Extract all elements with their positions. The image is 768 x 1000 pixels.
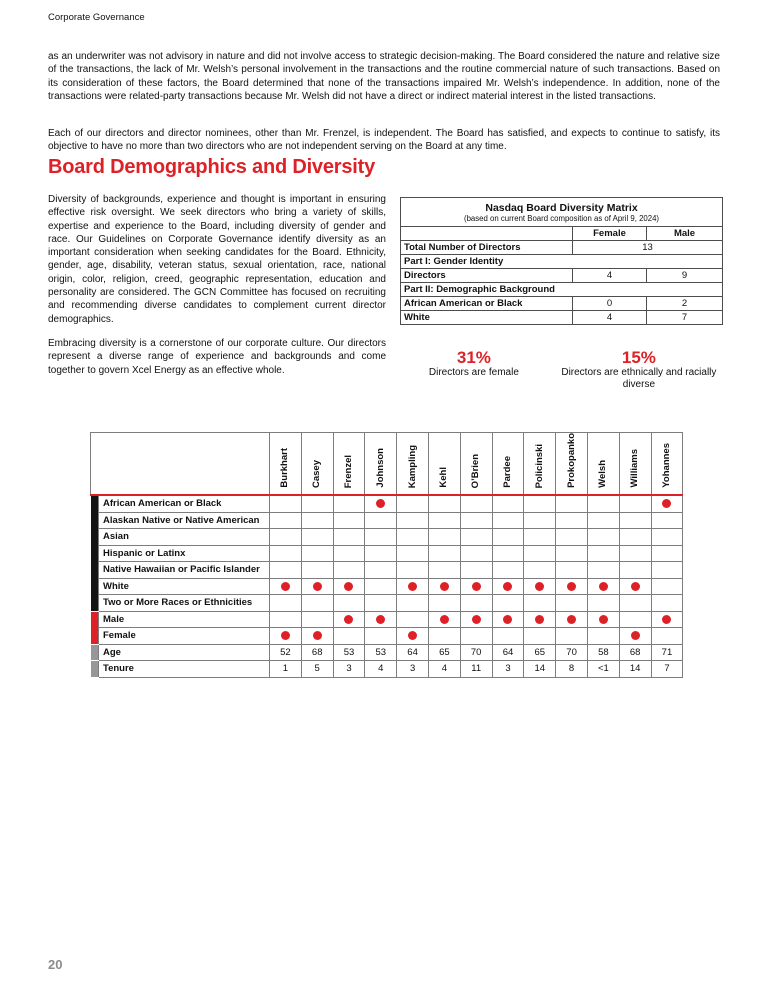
director-name: Yohannes — [660, 443, 672, 488]
matrix-empty-cell — [587, 529, 619, 546]
matrix-empty-cell — [651, 595, 683, 612]
matrix-empty-cell — [524, 595, 556, 612]
diversity-dot-icon — [662, 499, 671, 508]
matrix-empty-cell — [524, 562, 556, 579]
matrix-dot-cell — [333, 578, 365, 595]
paragraph-independence: Each of our directors and director nominees, other than Mr. Frenzel, is independent. The Board has satisfied, and expects to continue to satisfy, its objective to have no more than two directors who are not independent serving on the Board at any time. — [48, 128, 720, 153]
matrix-row-label: Two or More Races or Ethnicities — [99, 595, 270, 612]
director-name: Williams — [629, 449, 641, 488]
matrix-empty-cell — [651, 512, 683, 529]
page-number: 20 — [48, 957, 63, 972]
matrix-empty-cell — [365, 595, 397, 612]
paragraph-diversity: Diversity of backgrounds, experience and thought is important in ensuring effective risk oversight. We seek directors who bring a variety of skills, expertise and experience to the Board, including diversity of gender and race. Our Guidelines on Corporate Governance identify diversity as an important consideration when seeking candidates for the Board. Ethnicity, gender, age, disability, veteran status, sexual orientation, race, national origin, color, religion, creed, geographic representation, education and personality are considered. The GCN Committee has focused on recruiting and recommending diverse candidates to complement current director demographics. — [48, 194, 386, 325]
matrix-dot-cell — [365, 611, 397, 628]
matrix-empty-cell — [556, 512, 588, 529]
matrix-row-label: Male — [99, 611, 270, 628]
director-column-header — [587, 433, 619, 496]
matrix-empty-cell — [460, 562, 492, 579]
director-name: Kampling — [406, 444, 418, 488]
stat-category-bar — [91, 661, 99, 678]
matrix-empty-cell — [270, 529, 302, 546]
matrix-row-label: Age — [99, 644, 270, 661]
diversity-dot-icon — [662, 615, 671, 624]
race-category-bar — [91, 495, 99, 611]
matrix-empty-cell — [460, 495, 492, 512]
matrix-empty-cell — [587, 562, 619, 579]
matrix-empty-cell — [270, 545, 302, 562]
nasdaq-subtitle: (based on current Board composition as of April 9, 2024) — [463, 214, 660, 223]
nasdaq-male-value: 7 — [647, 311, 723, 325]
director-name: Policinski — [533, 443, 545, 488]
matrix-row-label: Alaskan Native or Native American — [99, 512, 270, 529]
director-column-header — [397, 433, 429, 496]
diversity-dot-icon — [599, 615, 608, 624]
matrix-dot-cell — [365, 495, 397, 512]
director-column-header — [301, 433, 333, 496]
diversity-dot-icon — [281, 631, 290, 640]
matrix-value-cell: 8 — [556, 661, 588, 678]
diversity-dot-icon — [281, 582, 290, 591]
matrix-row — [91, 578, 683, 595]
director-column-header — [428, 433, 460, 496]
matrix-empty-cell — [619, 562, 651, 579]
matrix-row-label: Female — [99, 628, 270, 645]
nasdaq-total-value: 13 — [573, 241, 723, 255]
matrix-dot-cell — [556, 611, 588, 628]
matrix-empty-cell — [397, 512, 429, 529]
nasdaq-row — [401, 255, 723, 269]
nasdaq-colhead-female: Female — [573, 227, 647, 241]
director-name: Pardee — [501, 456, 513, 488]
matrix-value-cell: 53 — [333, 644, 365, 661]
director-column-header — [460, 433, 492, 496]
matrix-value-cell: 68 — [619, 644, 651, 661]
director-column-header — [270, 433, 302, 496]
matrix-empty-cell — [587, 595, 619, 612]
stat-callouts — [398, 348, 728, 391]
nasdaq-title-cell — [401, 198, 723, 227]
stat-category-bar — [91, 644, 99, 661]
matrix-dot-cell — [397, 628, 429, 645]
matrix-row-label: White — [99, 578, 270, 595]
diversity-dot-icon — [535, 615, 544, 624]
matrix-dot-cell — [556, 578, 588, 595]
director-column-header — [333, 433, 365, 496]
matrix-empty-cell — [460, 512, 492, 529]
nasdaq-female-value: 4 — [573, 269, 647, 283]
matrix-dot-cell — [492, 611, 524, 628]
matrix-row — [91, 512, 683, 529]
nasdaq-female-value: 4 — [573, 311, 647, 325]
diversity-dot-icon — [376, 615, 385, 624]
matrix-empty-cell — [365, 562, 397, 579]
matrix-empty-cell — [270, 562, 302, 579]
nasdaq-section-label: Part I: Gender Identity — [401, 255, 723, 269]
stat-female-value: 31% — [456, 348, 491, 367]
nasdaq-row — [401, 311, 723, 325]
matrix-empty-cell — [397, 495, 429, 512]
director-name: O’Brien — [470, 453, 482, 488]
matrix-row-label: Hispanic or Latinx — [99, 545, 270, 562]
stat-female-label: Directors are female — [428, 367, 519, 378]
matrix-empty-cell — [333, 628, 365, 645]
diversity-dot-icon — [440, 615, 449, 624]
matrix-dot-cell — [428, 611, 460, 628]
matrix-value-cell: 3 — [333, 661, 365, 678]
matrix-dot-cell — [397, 578, 429, 595]
nasdaq-row — [401, 269, 723, 283]
matrix-empty-cell — [492, 545, 524, 562]
matrix-empty-cell — [587, 495, 619, 512]
page-header-eyebrow: Corporate Governance — [48, 12, 145, 23]
matrix-value-cell: 68 — [301, 644, 333, 661]
nasdaq-row-label: African American or Black — [401, 297, 573, 311]
director-name: Johnson — [374, 448, 386, 488]
matrix-empty-cell — [556, 595, 588, 612]
matrix-empty-cell — [492, 495, 524, 512]
matrix-value-cell: <1 — [587, 661, 619, 678]
matrix-row-label: Tenure — [99, 661, 270, 678]
matrix-empty-cell — [556, 562, 588, 579]
matrix-empty-cell — [587, 628, 619, 645]
matrix-value-cell: 65 — [524, 644, 556, 661]
nasdaq-title: Nasdaq Board Diversity Matrix — [485, 202, 638, 214]
matrix-row — [91, 628, 683, 645]
matrix-dot-cell — [619, 578, 651, 595]
diversity-dot-icon — [631, 631, 640, 640]
diversity-dot-icon — [567, 615, 576, 624]
matrix-dot-cell — [619, 628, 651, 645]
matrix-value-cell: 4 — [365, 661, 397, 678]
matrix-empty-cell — [270, 495, 302, 512]
diversity-dot-icon — [313, 631, 322, 640]
director-name: Burkhart — [279, 448, 291, 488]
matrix-empty-cell — [556, 628, 588, 645]
matrix-value-cell: 65 — [428, 644, 460, 661]
matrix-row-label: Native Hawaiian or Pacific Islander — [99, 562, 270, 579]
matrix-empty-cell — [428, 545, 460, 562]
section-heading: Board Demographics and Diversity — [48, 156, 376, 178]
matrix-row — [91, 595, 683, 612]
matrix-empty-cell — [460, 529, 492, 546]
nasdaq-male-value: 9 — [647, 269, 723, 283]
matrix-value-cell: 70 — [460, 644, 492, 661]
diversity-dot-icon — [344, 582, 353, 591]
matrix-empty-cell — [270, 611, 302, 628]
matrix-empty-cell — [619, 512, 651, 529]
matrix-row — [91, 644, 683, 661]
matrix-dot-cell — [587, 578, 619, 595]
matrix-dot-cell — [301, 628, 333, 645]
matrix-dot-cell — [492, 578, 524, 595]
director-column-header — [651, 433, 683, 496]
matrix-empty-cell — [428, 595, 460, 612]
matrix-empty-cell — [651, 578, 683, 595]
diversity-dot-icon — [503, 582, 512, 591]
matrix-value-cell: 3 — [492, 661, 524, 678]
matrix-dot-cell — [270, 578, 302, 595]
diversity-dot-icon — [440, 582, 449, 591]
diversity-dot-icon — [535, 582, 544, 591]
matrix-empty-cell — [587, 545, 619, 562]
matrix-empty-cell — [428, 562, 460, 579]
nasdaq-table-body — [401, 198, 723, 325]
gender-category-bar — [91, 611, 99, 644]
matrix-value-cell: 64 — [397, 644, 429, 661]
matrix-empty-cell — [524, 628, 556, 645]
director-name: Frenzel — [342, 454, 354, 488]
matrix-empty-cell — [333, 562, 365, 579]
director-name: Prokopanko — [565, 433, 577, 488]
matrix-empty-cell — [524, 512, 556, 529]
diversity-dot-icon — [631, 582, 640, 591]
nasdaq-row-label: White — [401, 311, 573, 325]
diversity-dot-icon — [567, 582, 576, 591]
matrix-empty-cell — [333, 529, 365, 546]
matrix-empty-cell — [397, 595, 429, 612]
matrix-empty-cell — [428, 512, 460, 529]
matrix-value-cell: 11 — [460, 661, 492, 678]
matrix-empty-cell — [333, 595, 365, 612]
diversity-dot-icon — [376, 499, 385, 508]
nasdaq-section-label: Part II: Demographic Background — [401, 283, 723, 297]
matrix-dot-cell — [428, 578, 460, 595]
matrix-empty-cell — [301, 595, 333, 612]
stat-diverse — [550, 348, 728, 391]
diversity-dot-icon — [503, 615, 512, 624]
nasdaq-colhead-row — [401, 227, 723, 241]
director-name: Casey — [311, 459, 323, 488]
matrix-empty-cell — [301, 495, 333, 512]
nasdaq-male-value: 2 — [647, 297, 723, 311]
matrix-empty-cell — [524, 529, 556, 546]
matrix-dot-cell — [651, 611, 683, 628]
matrix-empty-cell — [365, 512, 397, 529]
paragraph-embracing: Embracing diversity is a cornerstone of our corporate culture. Our directors represent a diverse range of experience and backgrounds and come together to govern Xcel Energy as an effective whole. — [48, 337, 386, 376]
matrix-empty-cell — [556, 545, 588, 562]
matrix-corner-cell — [91, 433, 270, 496]
diversity-dot-icon — [408, 631, 417, 640]
matrix-value-cell: 14 — [619, 661, 651, 678]
matrix-row-label: African American or Black — [99, 495, 270, 512]
matrix-empty-cell — [619, 495, 651, 512]
diversity-dot-icon — [313, 582, 322, 591]
matrix-empty-cell — [301, 545, 333, 562]
matrix-dot-cell — [651, 495, 683, 512]
matrix-value-cell: 1 — [270, 661, 302, 678]
nasdaq-colhead-male: Male — [647, 227, 723, 241]
matrix-empty-cell — [397, 611, 429, 628]
director-name: Welsh — [597, 460, 609, 488]
matrix-value-cell: 3 — [397, 661, 429, 678]
matrix-empty-cell — [460, 595, 492, 612]
matrix-row — [91, 545, 683, 562]
matrix-value-cell: 5 — [301, 661, 333, 678]
matrix-empty-cell — [301, 562, 333, 579]
matrix-empty-cell — [301, 512, 333, 529]
stat-diverse-label: Directors are ethnically and racially diverse — [561, 367, 717, 390]
matrix-empty-cell — [428, 495, 460, 512]
matrix-dot-cell — [301, 578, 333, 595]
matrix-empty-cell — [428, 529, 460, 546]
matrix-empty-cell — [651, 529, 683, 546]
matrix-dot-cell — [587, 611, 619, 628]
matrix-row — [91, 661, 683, 678]
matrix-row — [91, 495, 683, 512]
nasdaq-row-label: Total Number of Directors — [401, 241, 573, 255]
matrix-empty-cell — [301, 611, 333, 628]
matrix-empty-cell — [397, 562, 429, 579]
matrix-empty-cell — [492, 512, 524, 529]
matrix-empty-cell — [333, 512, 365, 529]
matrix-dot-cell — [270, 628, 302, 645]
matrix-empty-cell — [651, 562, 683, 579]
nasdaq-row — [401, 283, 723, 297]
matrix-row — [91, 562, 683, 579]
matrix-empty-cell — [587, 512, 619, 529]
diversity-dot-icon — [472, 615, 481, 624]
matrix-empty-cell — [492, 628, 524, 645]
matrix-value-cell: 70 — [556, 644, 588, 661]
matrix-dot-cell — [460, 611, 492, 628]
matrix-empty-cell — [365, 529, 397, 546]
matrix-empty-cell — [524, 495, 556, 512]
matrix-empty-cell — [524, 545, 556, 562]
director-name: Kehl — [438, 467, 450, 488]
diversity-dot-icon — [408, 582, 417, 591]
matrix-dot-cell — [460, 578, 492, 595]
nasdaq-row-label: Directors — [401, 269, 573, 283]
matrix-header-row — [91, 433, 683, 496]
matrix-empty-cell — [365, 545, 397, 562]
stat-diverse-value: 15% — [621, 348, 656, 367]
matrix-empty-cell — [365, 578, 397, 595]
paragraph-underwriter: as an underwriter was not advisory in nature and did not involve access to strategic decision-making. The Board considered the nature and relative size of the transactions, the lack of Mr. Welsh’s personal involvement in the transactions and the routine commercial nature of such transactions. Based on its consideration of these factors, the Board determined that none of the transactions impaired Mr. Welsh’s independence. In addition, none of the transactions were related-party transactions because Mr. Welsh did not have a direct or indirect material interest in the listed transactions. — [48, 51, 720, 103]
matrix-empty-cell — [270, 595, 302, 612]
matrix-empty-cell — [365, 628, 397, 645]
matrix-dot-cell — [524, 578, 556, 595]
matrix-value-cell: 7 — [651, 661, 683, 678]
matrix-empty-cell — [397, 529, 429, 546]
matrix-value-cell: 58 — [587, 644, 619, 661]
nasdaq-title-row — [401, 198, 723, 227]
director-column-header — [365, 433, 397, 496]
nasdaq-blank-head-cell — [401, 227, 573, 241]
matrix-empty-cell — [333, 545, 365, 562]
matrix-row — [91, 529, 683, 546]
matrix-value-cell: 71 — [651, 644, 683, 661]
matrix-empty-cell — [651, 545, 683, 562]
diversity-dot-icon — [344, 615, 353, 624]
matrix-row-label: Asian — [99, 529, 270, 546]
matrix-value-cell: 4 — [428, 661, 460, 678]
matrix-dot-cell — [333, 611, 365, 628]
matrix-empty-cell — [619, 595, 651, 612]
nasdaq-female-value: 0 — [573, 297, 647, 311]
nasdaq-diversity-matrix-table — [400, 197, 723, 325]
matrix-empty-cell — [397, 545, 429, 562]
diversity-text-column — [48, 193, 386, 388]
matrix-empty-cell — [460, 545, 492, 562]
director-column-header — [556, 433, 588, 496]
director-column-header — [492, 433, 524, 496]
matrix-empty-cell — [460, 628, 492, 645]
matrix-row — [91, 611, 683, 628]
nasdaq-row — [401, 241, 723, 255]
director-column-header — [619, 433, 651, 496]
matrix-empty-cell — [556, 495, 588, 512]
matrix-empty-cell — [301, 529, 333, 546]
matrix-empty-cell — [619, 611, 651, 628]
matrix-empty-cell — [333, 495, 365, 512]
board-demographics-matrix-table — [90, 432, 683, 678]
nasdaq-row — [401, 297, 723, 311]
director-column-header — [524, 433, 556, 496]
board-matrix-body — [91, 433, 683, 678]
diversity-dot-icon — [472, 582, 481, 591]
matrix-empty-cell — [428, 628, 460, 645]
matrix-empty-cell — [492, 562, 524, 579]
stat-female — [398, 348, 550, 391]
matrix-empty-cell — [556, 529, 588, 546]
diversity-dot-icon — [599, 582, 608, 591]
matrix-empty-cell — [492, 595, 524, 612]
matrix-dot-cell — [524, 611, 556, 628]
matrix-empty-cell — [651, 628, 683, 645]
matrix-value-cell: 52 — [270, 644, 302, 661]
matrix-value-cell: 64 — [492, 644, 524, 661]
matrix-value-cell: 14 — [524, 661, 556, 678]
matrix-value-cell: 53 — [365, 644, 397, 661]
matrix-empty-cell — [619, 529, 651, 546]
matrix-empty-cell — [270, 512, 302, 529]
matrix-empty-cell — [619, 545, 651, 562]
matrix-empty-cell — [492, 529, 524, 546]
